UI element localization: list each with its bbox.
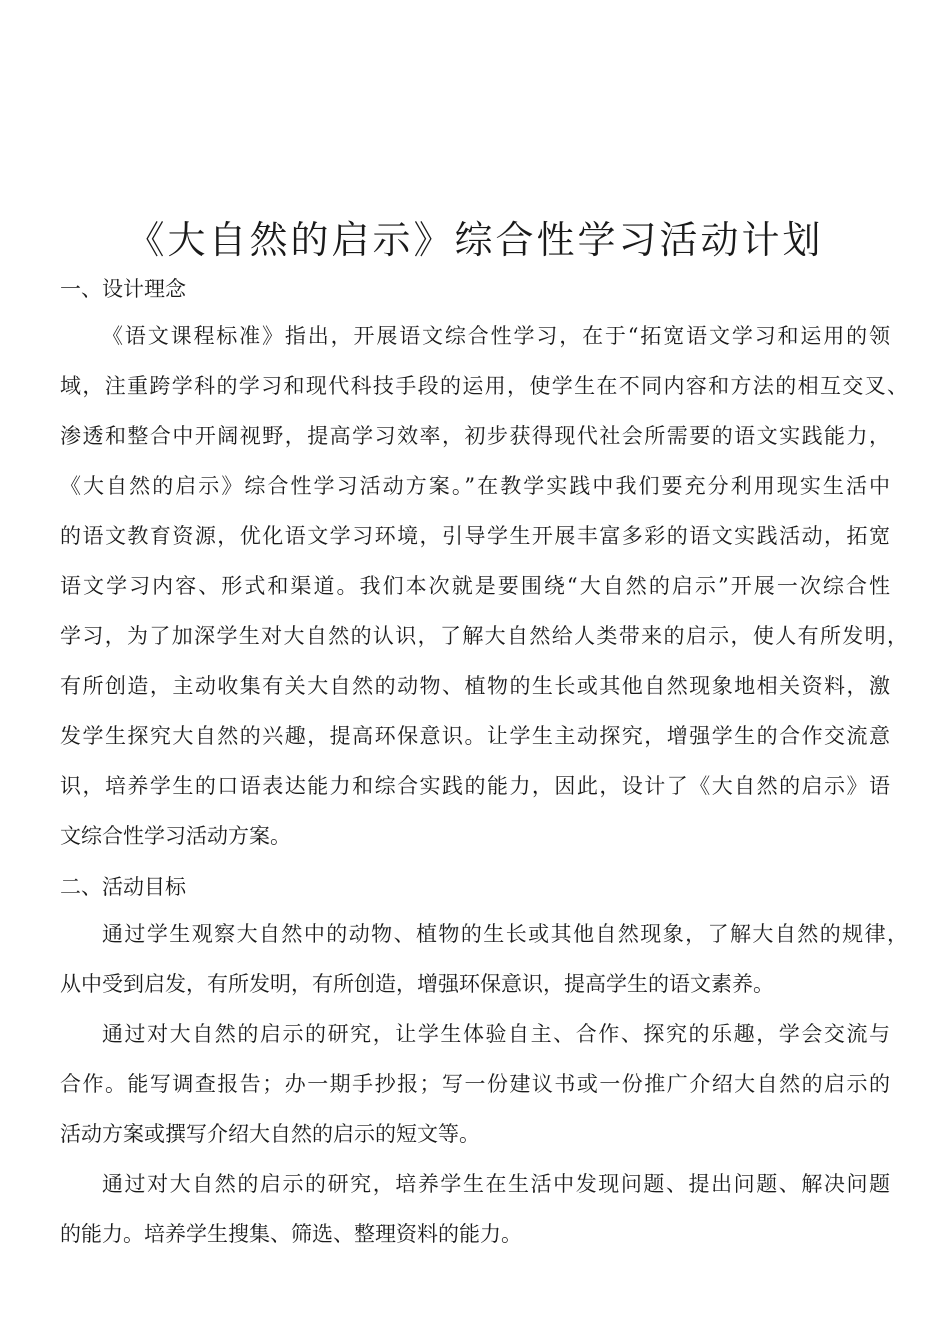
paragraph-line: 通过对大自然的启示的研究，让学生体验自主、合作、探究的乐趣，学会交流与 xyxy=(102,1022,890,1046)
paragraph-line: 从中受到启发，有所发明，有所创造，增强环保意识，提高学生的语文素养。 xyxy=(60,972,774,996)
paragraph-line: 《大自然的启示》综合性学习活动方案。”在教学实践中我们要充分利用现实生活中 xyxy=(60,474,890,498)
paragraph-line: 发学生探究大自然的兴趣，提高环保意识。让学生主动探究，增强学生的合作交流意 xyxy=(60,724,890,748)
paragraph-line: 学习，为了加深学生对大自然的认识，了解大自然给人类带来的启示，使人有所发明， xyxy=(60,624,908,648)
paragraph-line: 的语文教育资源，优化语文学习环境，引导学生开展丰富多彩的语文实践活动，拓宽 xyxy=(60,524,890,548)
paragraph-line: 有所创造，主动收集有关大自然的动物、植物的生长或其他自然现象地相关资料，激 xyxy=(60,674,890,698)
section-heading-design-concept: 一、设计理念 xyxy=(60,277,186,301)
section-heading-activity-goals: 二、活动目标 xyxy=(60,875,186,899)
paragraph-line: 语文学习内容、形式和渠道。我们本次就是要围绕“大自然的启示”开展一次综合性 xyxy=(60,574,890,598)
paragraph-line: 识，培养学生的口语表达能力和综合实践的能力，因此，设计了《大自然的启示》语 xyxy=(60,774,890,798)
paragraph-line: 文综合性学习活动方案。 xyxy=(60,824,291,848)
paragraph-line: 渗透和整合中开阔视野，提高学习效率，初步获得现代社会所需要的语文实践能力， xyxy=(60,424,890,448)
paragraph-line: 活动方案或撰写介绍大自然的启示的短文等。 xyxy=(60,1122,480,1146)
paragraph-line: 《语文课程标准》指出，开展语文综合性学习，在于“拓宽语文学习和运用的领 xyxy=(102,324,890,348)
document-title: 《大自然的启示》综合性学习活动计划 xyxy=(126,218,824,262)
paragraph-line: 的能力。培养学生搜集、筛选、整理资料的能力。 xyxy=(60,1222,522,1246)
paragraph-line: 通过学生观察大自然中的动物、植物的生长或其他自然现象，了解大自然的规律， xyxy=(102,922,908,946)
paragraph-line: 通过对大自然的启示的研究，培养学生在生活中发现问题、提出问题、解决问题 xyxy=(102,1172,890,1196)
paragraph-line: 合作。能写调查报告；办一期手抄报；写一份建议书或一份推广介绍大自然的启示的 xyxy=(60,1072,890,1096)
paragraph-line: 域，注重跨学科的学习和现代科技手段的运用，使学生在不同内容和方法的相互交叉、 xyxy=(60,374,908,398)
